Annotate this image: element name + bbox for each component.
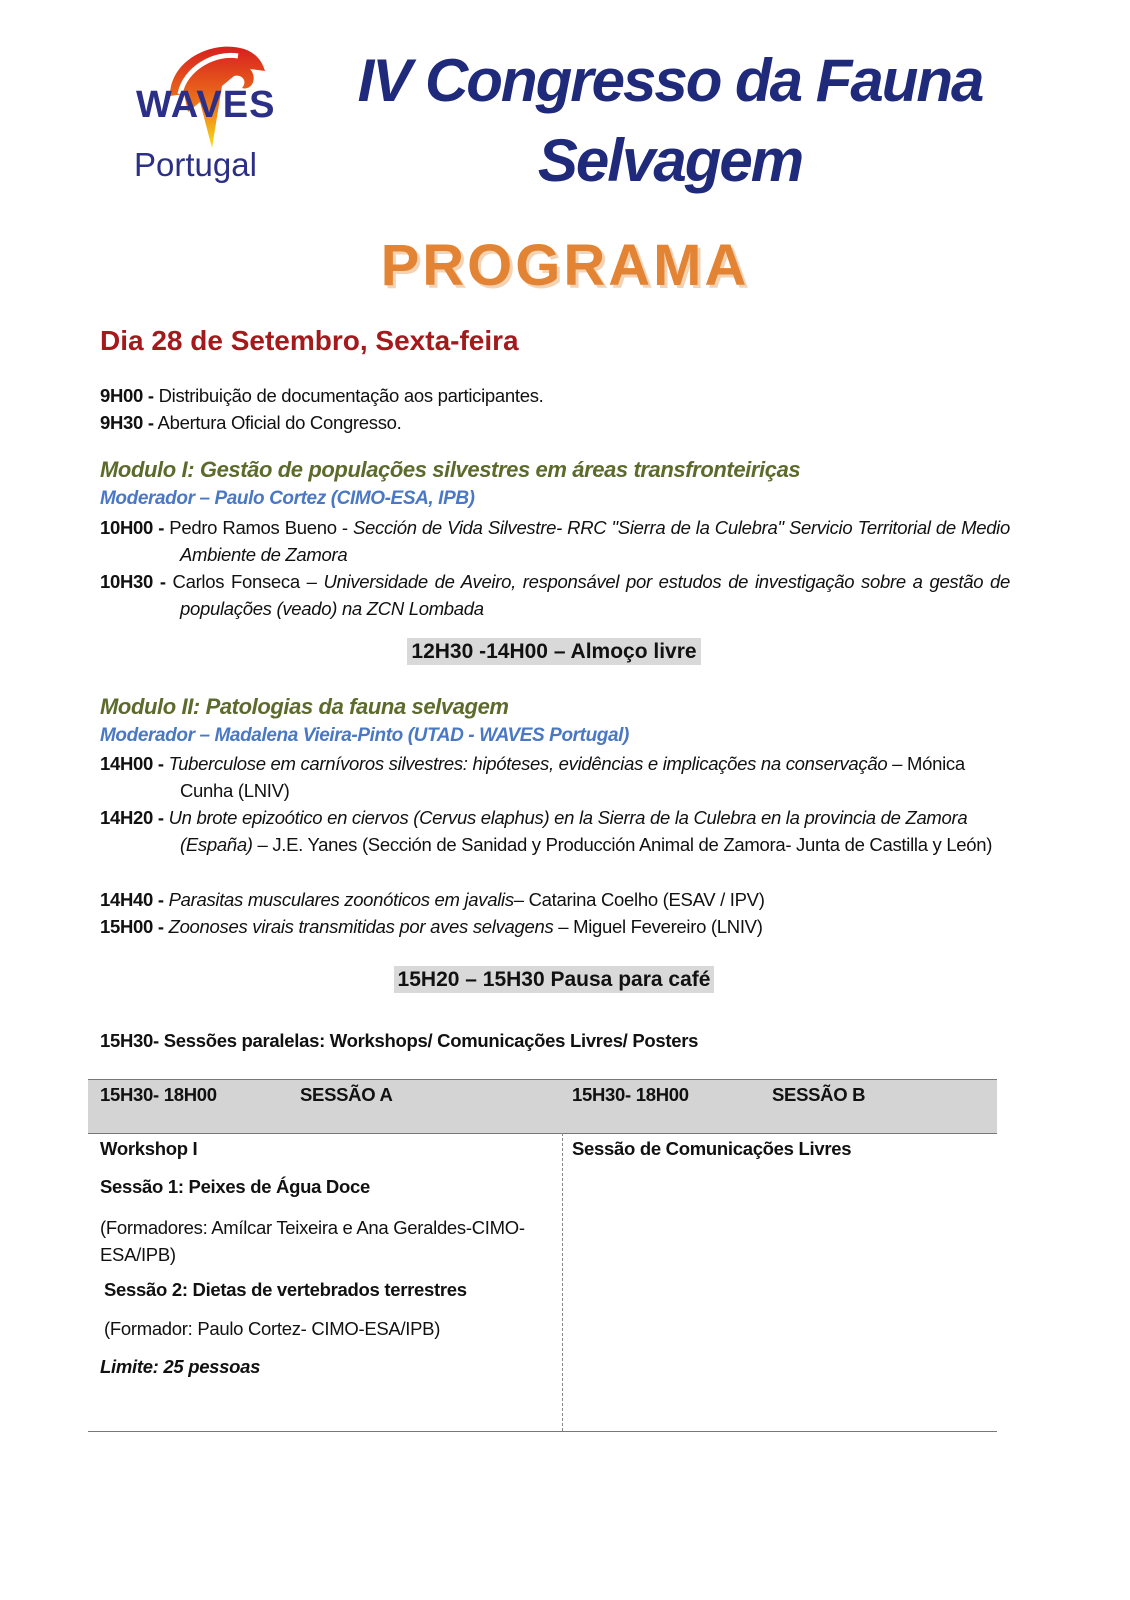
session-2-trainer: (Formador: Paulo Cortez- CIMO-ESA/IPB) [104, 1318, 441, 1339]
logo-sub: Portugal [134, 146, 257, 183]
schedule-item: 10H30 - Carlos Fonseca – Universidade de Aveiro, responsável por estudos de investigação sobre a gestão de populações (veado) na ZCN Lombada [100, 571, 1010, 619]
session-b-time: 15H30- 18H00 [572, 1084, 689, 1105]
session-1-trainers: (Formadores: Amílcar Teixeira e Ana Geraldes-CIMO-ESA/IPB) [100, 1217, 525, 1265]
column-divider [562, 1133, 563, 1431]
module-2-moderator: Moderador – Madalena Vieira-Pinto (UTAD - WAVES Portugal) [100, 725, 629, 746]
session-1-title: Sessão 1: Peixes de Água Doce [100, 1176, 370, 1197]
participant-limit: Limite: 25 pessoas [100, 1356, 261, 1377]
workshop-title: Workshop I [100, 1138, 198, 1159]
module-1-title: Modulo I: Gestão de populações silvestres em áreas transfronteiriças [100, 457, 801, 482]
program-heading: PROGRAMA [380, 233, 750, 298]
session-2-title: Sessão 2: Dietas de vertebrados terrestres [104, 1279, 467, 1300]
title-line1: IV Congresso da Fauna [357, 47, 983, 114]
day-heading: Dia 28 de Setembro, Sexta-feira [100, 325, 519, 356]
schedule-item: 15H00 - Zoonoses virais transmitidas por aves selvagens – Miguel Fevereiro (LNIV) [100, 916, 763, 937]
logo-brand: WAVES [136, 84, 276, 126]
session-a-label: SESSÃO A [300, 1084, 393, 1105]
schedule-item: 10H00 - Pedro Ramos Bueno - Sección de Vida Silvestre- RRC "Sierra de la Culebra" Servicio Territorial de Medio Ambiente de Zamora [100, 517, 1010, 565]
session-b-label: SESSÃO B [772, 1084, 866, 1105]
waves-portugal-logo [130, 36, 290, 196]
table-header [88, 1080, 997, 1134]
title-line2: Selvagem [537, 127, 803, 194]
lunch-break: 12H30 -14H00 – Almoço livre [407, 638, 700, 665]
coffee-break: 15H20 – 15H30 Pausa para café [394, 966, 715, 993]
module-2-title: Modulo II: Patologias da fauna selvagem [100, 694, 509, 719]
session-a-time: 15H30- 18H00 [100, 1084, 217, 1105]
parallel-sessions: 15H30- Sessões paralelas: Workshops/ Comunicações Livres/ Posters [100, 1030, 699, 1051]
module-1-moderator: Moderador – Paulo Cortez (CIMO-ESA, IPB) [100, 488, 475, 509]
schedule-item: 14H40 - Parasitas musculares zoonóticos em javalis– Catarina Coelho (ESAV / IPV) [100, 889, 765, 910]
session-b-title: Sessão de Comunicações Livres [572, 1138, 852, 1159]
schedule-item: 9H00 - Distribuição de documentação aos participantes. [100, 385, 544, 406]
schedule-item: 9H30 - Abertura Oficial do Congresso. [100, 412, 402, 433]
schedule-item: 14H20 - Un brote epizoótico en ciervos (Cervus elaphus) en la Sierra de la Culebra en la provincia de Zamora (España) – J.E. Yanes (Sección de Sanidad y Producción Animal de Zamora- Junta de Castilla y León) [100, 807, 993, 855]
schedule-item: 14H00 - Tuberculose em carnívoros silvestres: hipóteses, evidências e implicações na conservação – Mónica Cunha (LNIV) [100, 753, 965, 801]
sessions-table [88, 1079, 997, 1432]
